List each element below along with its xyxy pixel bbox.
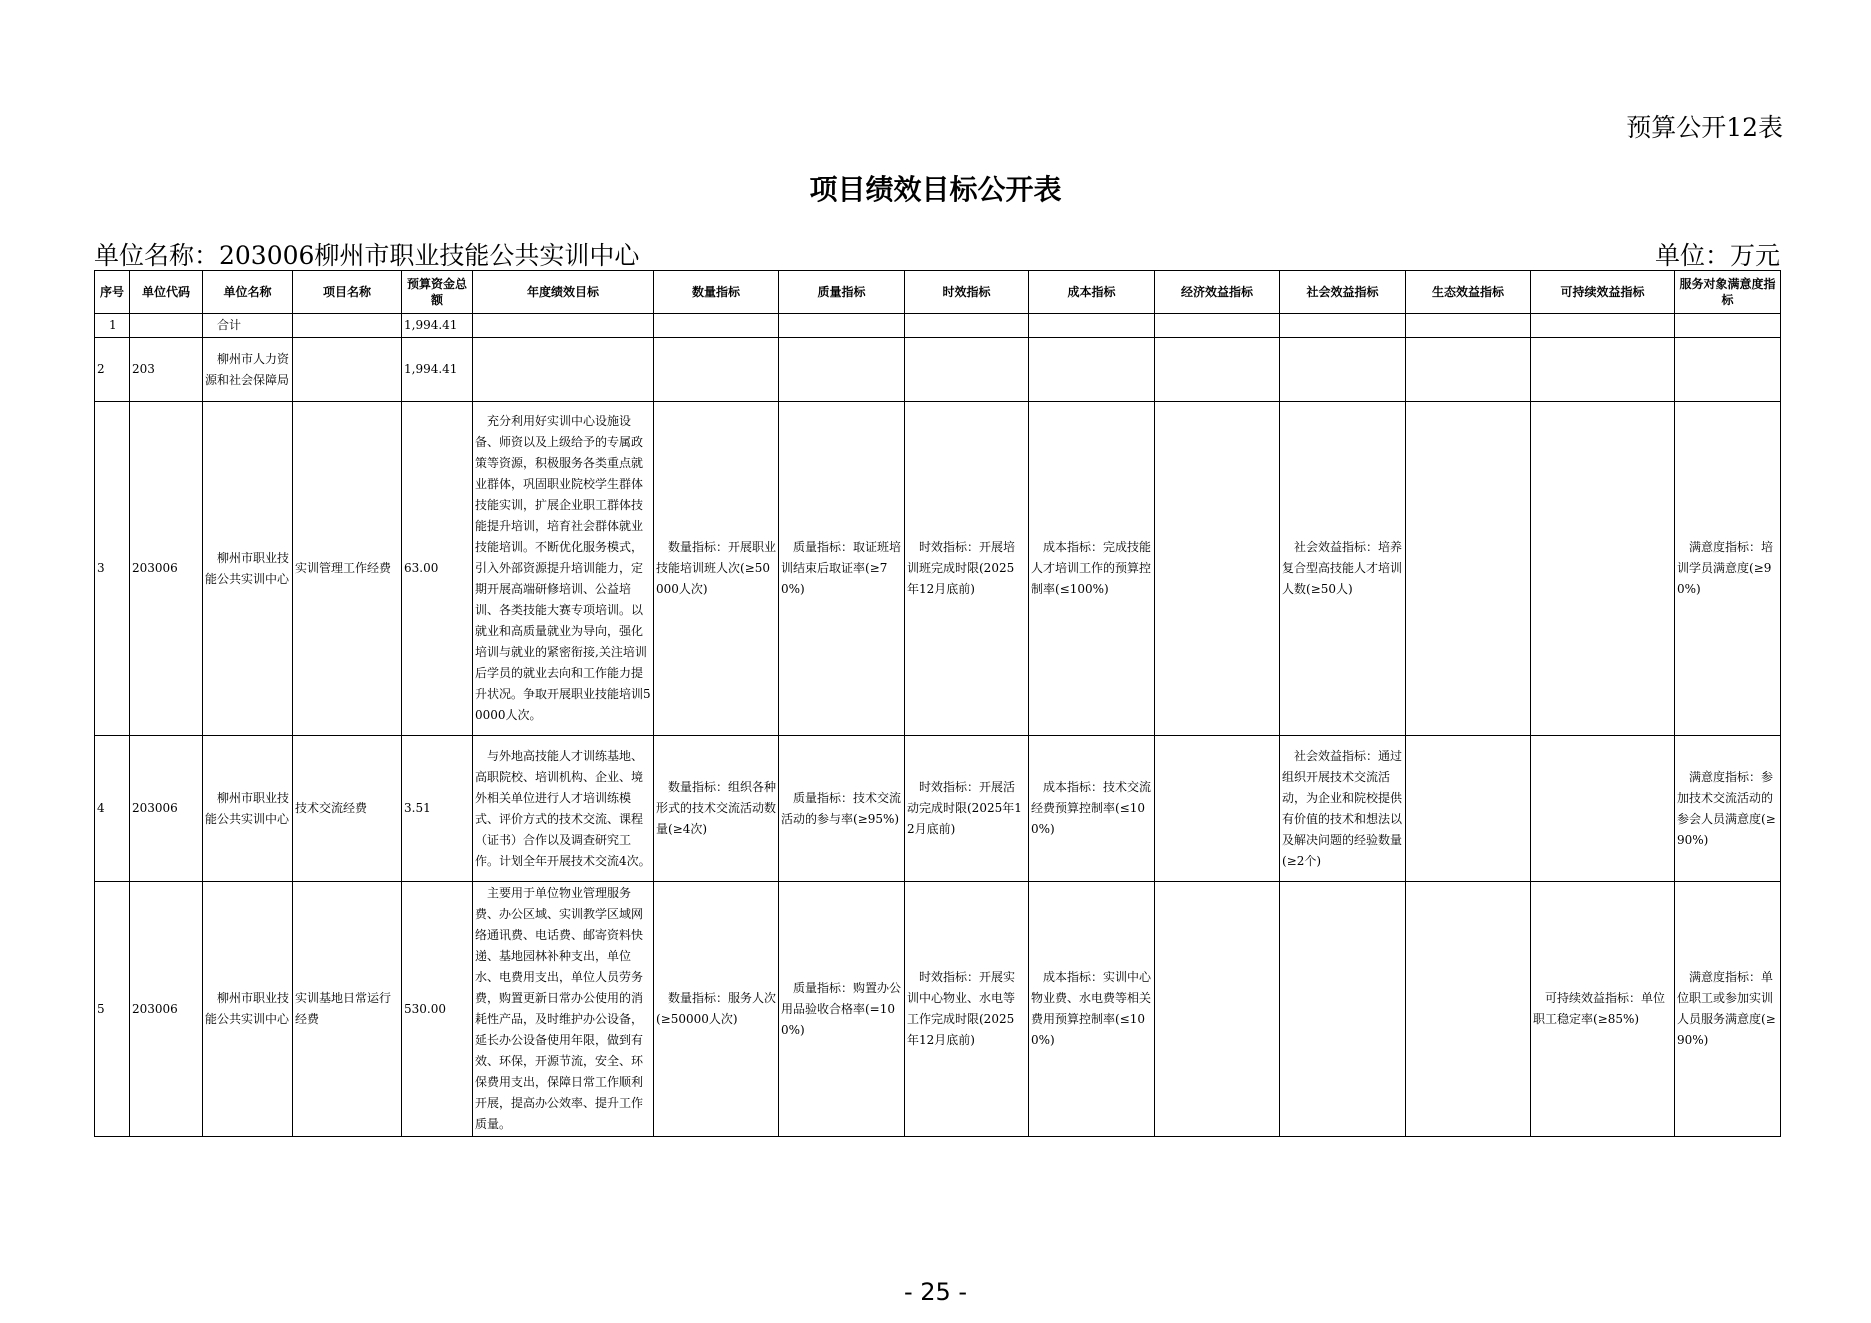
column-header: 社会效益指标 [1280, 271, 1406, 314]
cell-sustainable [1531, 338, 1675, 402]
cell-economic [1155, 402, 1280, 736]
cell-code: 203006 [130, 736, 203, 882]
column-header: 年度绩效目标 [473, 271, 654, 314]
cell-amount: 1,994.41 [402, 338, 473, 402]
cell-cost [1029, 314, 1155, 338]
unit-name: 单位名称：203006柳州市职业技能公共实训中心 [94, 241, 640, 270]
cell-goal [473, 314, 654, 338]
cell-cost: 成本指标：完成技能人才培训工作的预算控制率(≤100%) [1029, 402, 1155, 736]
cell-cost: 成本指标：实训中心物业费、水电费等相关费用预算控制率(≤100%) [1029, 882, 1155, 1137]
cell-goal [473, 338, 654, 402]
cell-cost: 成本指标：技术交流经费预算控制率(≤100%) [1029, 736, 1155, 882]
column-header: 生态效益指标 [1406, 271, 1531, 314]
table-row [95, 736, 1781, 882]
cell-unit: 合计 [203, 314, 293, 338]
cell-social: 社会效益指标：培养复合型高技能人才培训人数(≥50人) [1280, 402, 1406, 736]
cell-goal: 与外地高技能人才训练基地、高职院校、培训机构、企业、境外相关单位进行人才培训练模式、评价方式的技术交流、课程（证书）合作以及调查研究工作。计划全年开展技术交流4次。 [473, 736, 654, 882]
cell-ecological [1406, 882, 1531, 1137]
cell-economic [1155, 882, 1280, 1137]
cell-satisfaction [1675, 314, 1781, 338]
column-header: 数量指标 [654, 271, 779, 314]
form-code: 预算公开12表 [1626, 113, 1783, 142]
cell-project: 实训基地日常运行经费 [293, 882, 402, 1137]
cell-cost [1029, 338, 1155, 402]
unit-line [94, 236, 1780, 270]
cell-quantity: 数量指标：组织各种形式的技术交流活动数量(≥4次) [654, 736, 779, 882]
cell-timeliness [905, 338, 1029, 402]
table-row [95, 882, 1781, 1137]
cell-ecological [1406, 736, 1531, 882]
cell-quality [779, 338, 905, 402]
column-header: 预算资金总额 [402, 271, 473, 314]
cell-economic [1155, 736, 1280, 882]
cell-seq: 2 [95, 338, 130, 402]
table-row [95, 402, 1781, 736]
cell-seq: 5 [95, 882, 130, 1137]
cell-ecological [1406, 338, 1531, 402]
unit-measure: 单位：万元 [1654, 241, 1780, 270]
cell-ecological [1406, 314, 1531, 338]
cell-seq: 1 [95, 314, 130, 338]
column-header: 序号 [95, 271, 130, 314]
cell-ecological [1406, 402, 1531, 736]
cell-unit: 柳州市职业技能公共实训中心 [203, 402, 293, 736]
cell-code: 203006 [130, 882, 203, 1137]
cell-unit: 柳州市职业技能公共实训中心 [203, 882, 293, 1137]
cell-quality: 质量指标：取证班培训结束后取证率(≥70%) [779, 402, 905, 736]
cell-amount: 530.00 [402, 882, 473, 1137]
cell-quantity: 数量指标：服务人次(≥50000人次) [654, 882, 779, 1137]
column-header: 可持续效益指标 [1531, 271, 1675, 314]
cell-code [130, 314, 203, 338]
column-header: 单位代码 [130, 271, 203, 314]
cell-timeliness: 时效指标：开展活动完成时限(2025年12月底前) [905, 736, 1029, 882]
cell-project [293, 338, 402, 402]
cell-social [1280, 882, 1406, 1137]
performance-table [94, 270, 1781, 1137]
column-header: 经济效益指标 [1155, 271, 1280, 314]
cell-unit: 柳州市人力资源和社会保障局 [203, 338, 293, 402]
cell-satisfaction [1675, 338, 1781, 402]
cell-goal: 主要用于单位物业管理服务费、办公区域、实训教学区域网络通讯费、电话费、邮寄资料快递、基地园林补种支出，单位水、电费用支出，单位人员劳务费，购置更新日常办公使用的消耗性产品，及时维护办公设备，延长办公设备使用年限，做到有效、环保，开源节流，安全、环保费用支出，保障日常工作顺利开展，提高办公效率、提升工作质量。 [473, 882, 654, 1137]
column-header: 时效指标 [905, 271, 1029, 314]
cell-sustainable [1531, 314, 1675, 338]
cell-code: 203006 [130, 402, 203, 736]
cell-amount: 3.51 [402, 736, 473, 882]
cell-project: 实训管理工作经费 [293, 402, 402, 736]
page-number: - 25 - [903, 1278, 968, 1306]
table-row [95, 314, 1781, 338]
page-title: 项目绩效目标公开表 [809, 173, 1062, 206]
cell-quantity [654, 338, 779, 402]
column-header: 质量指标 [779, 271, 905, 314]
cell-timeliness: 时效指标：开展培训班完成时限(2025年12月底前) [905, 402, 1029, 736]
cell-social [1280, 338, 1406, 402]
cell-economic [1155, 338, 1280, 402]
table-row [95, 338, 1781, 402]
cell-code: 203 [130, 338, 203, 402]
cell-quantity [654, 314, 779, 338]
cell-seq: 4 [95, 736, 130, 882]
cell-seq: 3 [95, 402, 130, 736]
cell-satisfaction: 满意度指标：单位职工或参加实训人员服务满意度(≥90%) [1675, 882, 1781, 1137]
cell-sustainable [1531, 402, 1675, 736]
cell-timeliness: 时效指标：开展实训中心物业、水电等工作完成时限(2025年12月底前) [905, 882, 1029, 1137]
cell-amount: 1,994.41 [402, 314, 473, 338]
cell-amount: 63.00 [402, 402, 473, 736]
cell-project [293, 314, 402, 338]
column-header: 项目名称 [293, 271, 402, 314]
column-header: 单位名称 [203, 271, 293, 314]
cell-project: 技术交流经费 [293, 736, 402, 882]
cell-quantity: 数量指标：开展职业技能培训班人次(≥50000人次) [654, 402, 779, 736]
cell-goal: 充分利用好实训中心设施设备、师资以及上级给予的专属政策等资源，积极服务各类重点就业群体，巩固职业院校学生群体技能实训，扩展企业职工群体技能提升培训，培育社会群体就业技能培训。不断优化服务模式，引入外部资源提升培训能力，定期开展高端研修培训、公益培训、各类技能大赛专项培训。以就业和高质量就业为导向，强化培训与就业的紧密衔接,关注培训后学员的就业去向和工作能力提升状况。争取开展职业技能培训50000人次。 [473, 402, 654, 736]
cell-satisfaction: 满意度指标：培训学员满意度(≥90%) [1675, 402, 1781, 736]
cell-economic [1155, 314, 1280, 338]
table-header-row [95, 271, 1781, 314]
cell-unit: 柳州市职业技能公共实训中心 [203, 736, 293, 882]
cell-social: 社会效益指标：通过组织开展技术交流活动，为企业和院校提供有价值的技术和想法以及解决问题的经验数量(≥2个) [1280, 736, 1406, 882]
cell-timeliness [905, 314, 1029, 338]
cell-sustainable: 可持续效益指标：单位职工稳定率(≥85%) [1531, 882, 1675, 1137]
cell-satisfaction: 满意度指标：参加技术交流活动的参会人员满意度(≥90%) [1675, 736, 1781, 882]
column-header: 成本指标 [1029, 271, 1155, 314]
cell-quality: 质量指标：技术交流活动的参与率(≥95%) [779, 736, 905, 882]
cell-quality: 质量指标：购置办公用品验收合格率(=100%) [779, 882, 905, 1137]
cell-social [1280, 314, 1406, 338]
cell-quality [779, 314, 905, 338]
cell-sustainable [1531, 736, 1675, 882]
column-header: 服务对象满意度指标 [1675, 271, 1781, 314]
